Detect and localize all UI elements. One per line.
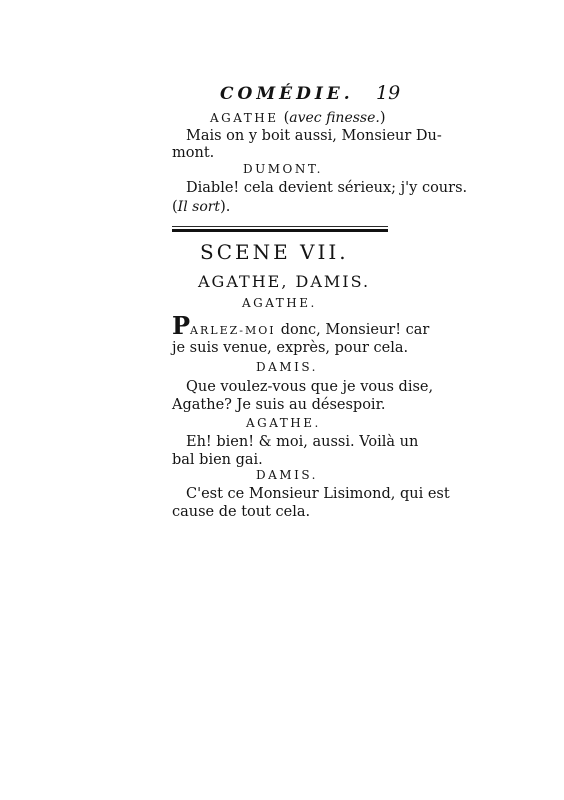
speech-line: Mais on y boit aussi, Monsieur Du- bbox=[186, 128, 442, 144]
drop-cap: P bbox=[172, 311, 191, 340]
speech-line: je suis venue, exprès, pour cela. bbox=[172, 340, 409, 356]
speech-line bbox=[172, 311, 430, 340]
running-head-title: COMÉDIE. bbox=[220, 84, 354, 104]
speech-line bbox=[172, 198, 230, 215]
speaker-heading bbox=[210, 109, 386, 126]
stage-direction-close: ). bbox=[220, 199, 231, 215]
speaker-name: AGATHE bbox=[210, 111, 279, 125]
speech-text: donc, Monsieur! car bbox=[280, 322, 430, 338]
speech-line: cause de tout cela. bbox=[172, 504, 311, 520]
speech-line: bal bien gai. bbox=[172, 452, 263, 468]
speaker-name: DUMONT. bbox=[243, 162, 323, 176]
speaker-name: DAMIS. bbox=[256, 468, 318, 482]
scene-title: SCENE VII. bbox=[200, 240, 349, 264]
stage-direction-close: ) bbox=[379, 110, 386, 126]
speech-line: Que voulez-vous que je vous dise, bbox=[186, 379, 434, 395]
speaker-name: AGATHE. bbox=[246, 416, 321, 430]
speech-line: Agathe? Je suis au désespoir. bbox=[172, 397, 386, 413]
divider-rule-thin bbox=[172, 226, 388, 227]
speaker-name: AGATHE. bbox=[242, 296, 317, 310]
speech-line: C'est ce Monsieur Lisimond, qui est bbox=[186, 486, 450, 502]
speech-line: Diable! cela devient sérieux; j'y cours. bbox=[186, 180, 468, 196]
small-caps-text: ARLEZ-MOI bbox=[190, 324, 276, 337]
divider-rule-thick bbox=[172, 229, 388, 232]
stage-direction-open: ( bbox=[172, 199, 178, 215]
stage-direction: Il sort bbox=[177, 199, 221, 215]
speaker-name: DAMIS. bbox=[256, 360, 318, 374]
speech-line: Eh! bien! & moi, aussi. Voilà un bbox=[186, 434, 419, 450]
stage-direction-open: ( bbox=[283, 110, 290, 126]
scene-cast: AGATHE, DAMIS. bbox=[198, 272, 371, 291]
page-number: 19 bbox=[376, 82, 401, 104]
stage-direction: avec finesse. bbox=[289, 110, 380, 126]
speech-line: mont. bbox=[172, 145, 215, 161]
